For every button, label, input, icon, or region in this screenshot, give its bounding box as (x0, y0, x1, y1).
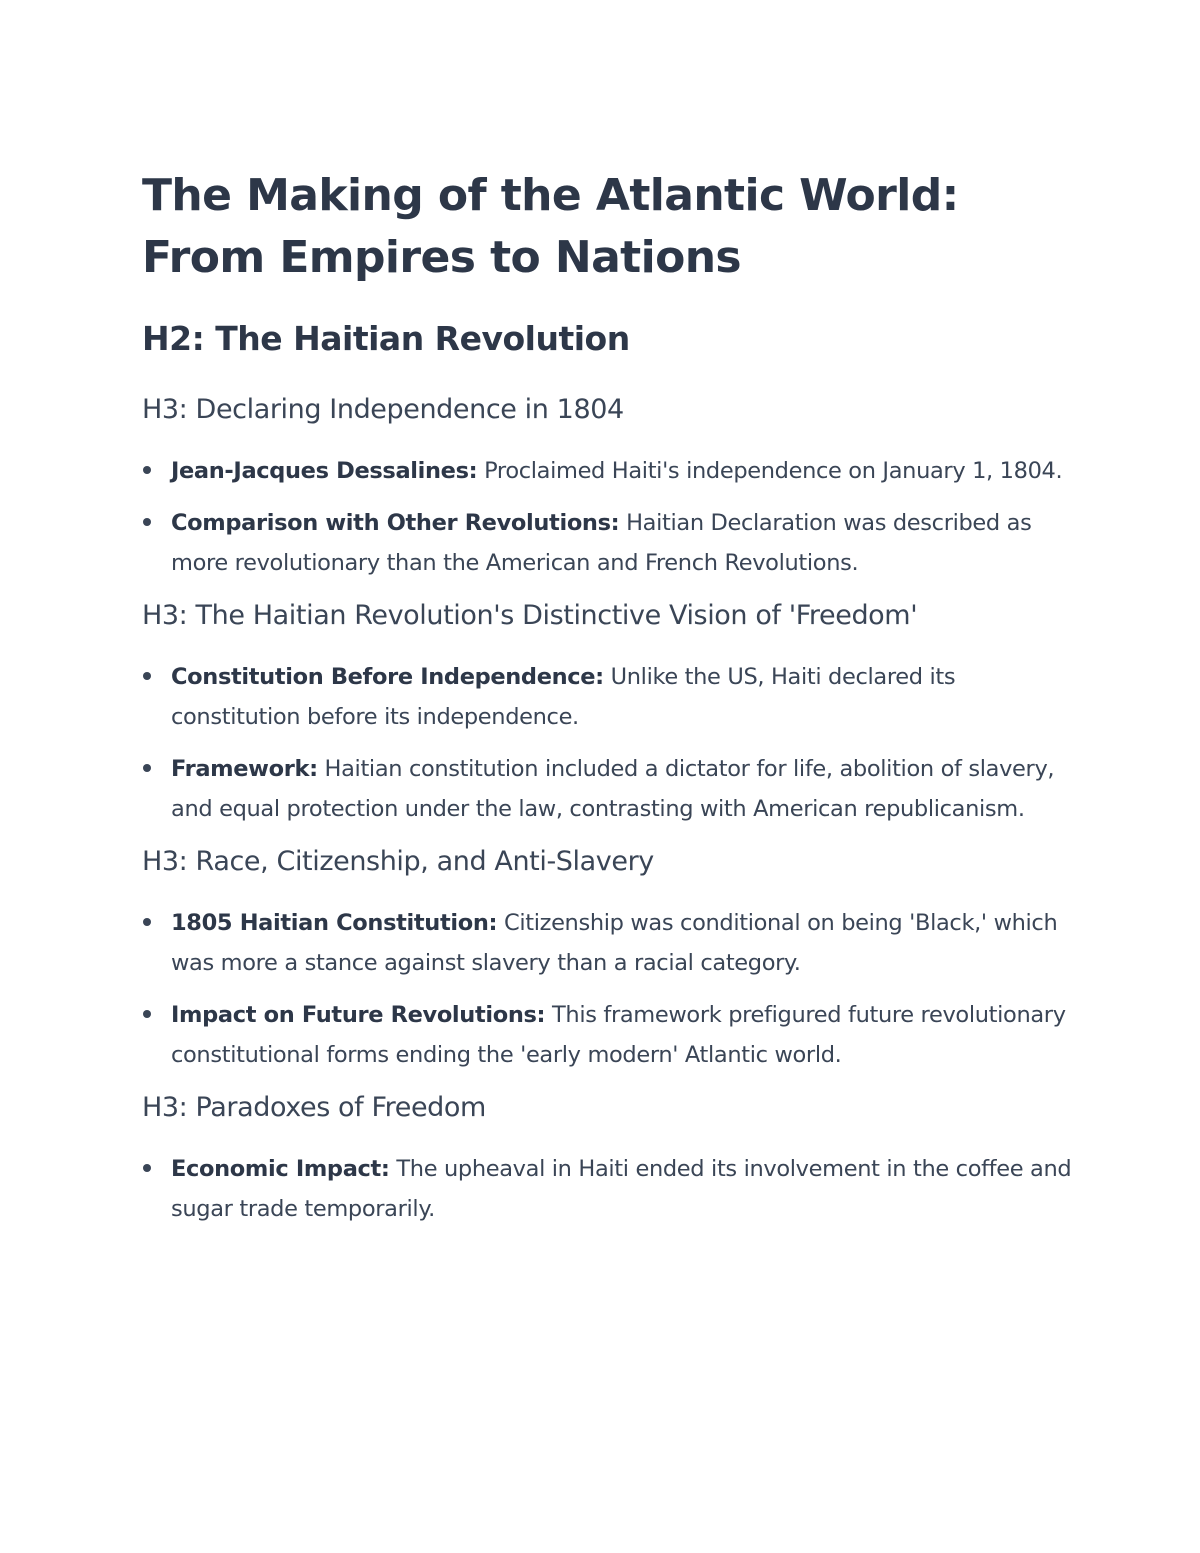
list-item (142, 995, 1072, 1075)
bullet-list (142, 903, 1072, 1075)
item-term: Jean-Jacques Dessalines: (171, 458, 478, 484)
document-page (142, 165, 1072, 1229)
subsection-heading: H3: The Haitian Revolution's Distinctive Vision of 'Freedom' (142, 600, 918, 631)
bullet-icon (143, 1010, 151, 1018)
item-text: Haitian constitution included a dictator for life, abolition of slavery, and equal protection under the law, contrasting with American republicanism. (171, 756, 1055, 822)
section-heading: H2: The Haitian Revolution (142, 319, 630, 358)
bullet-list (142, 657, 1072, 829)
subsection-heading: H3: Paradoxes of Freedom (142, 1092, 486, 1123)
item-text: This framework prefigured future revolutionary constitutional forms ending the 'early modern' Atlantic world. (171, 1002, 1066, 1068)
item-term: Economic Impact: (171, 1156, 390, 1182)
item-term: Impact on Future Revolutions: (171, 1002, 546, 1028)
document-title: The Making of the Atlantic World: From Empires to Nations (142, 170, 959, 283)
list-item (142, 749, 1072, 829)
list-item (142, 451, 1072, 491)
item-text: Proclaimed Haiti's independence on January 1, 1804. (484, 458, 1063, 484)
item-term: Constitution Before Independence: (171, 664, 604, 690)
list-item (142, 503, 1072, 583)
bullet-icon (143, 466, 151, 474)
item-text: The upheaval in Haiti ended its involvement in the coffee and sugar trade temporarily. (171, 1156, 1072, 1222)
item-term: Comparison with Other Revolutions: (171, 510, 620, 536)
item-term: 1805 Haitian Constitution: (171, 910, 498, 936)
item-text: Haitian Declaration was described as more revolutionary than the American and French Revolutions. (171, 510, 1032, 576)
bullet-list (142, 451, 1072, 583)
subsection-heading: H3: Race, Citizenship, and Anti-Slavery (142, 846, 654, 877)
bullet-icon (143, 518, 151, 526)
list-item (142, 1149, 1072, 1229)
bullet-list (142, 1149, 1072, 1229)
bullet-icon (143, 1164, 151, 1172)
subsection-heading: H3: Declaring Independence in 1804 (142, 394, 624, 425)
bullet-icon (143, 918, 151, 926)
bullet-icon (143, 672, 151, 680)
item-text: Unlike the US, Haiti declared its constitution before its independence. (171, 664, 956, 730)
list-item (142, 657, 1072, 737)
list-item (142, 903, 1072, 983)
item-term: Framework: (171, 756, 318, 782)
item-text: Citizenship was conditional on being 'Black,' which was more a stance against slavery than a racial category. (171, 910, 1058, 976)
bullet-icon (143, 764, 151, 772)
